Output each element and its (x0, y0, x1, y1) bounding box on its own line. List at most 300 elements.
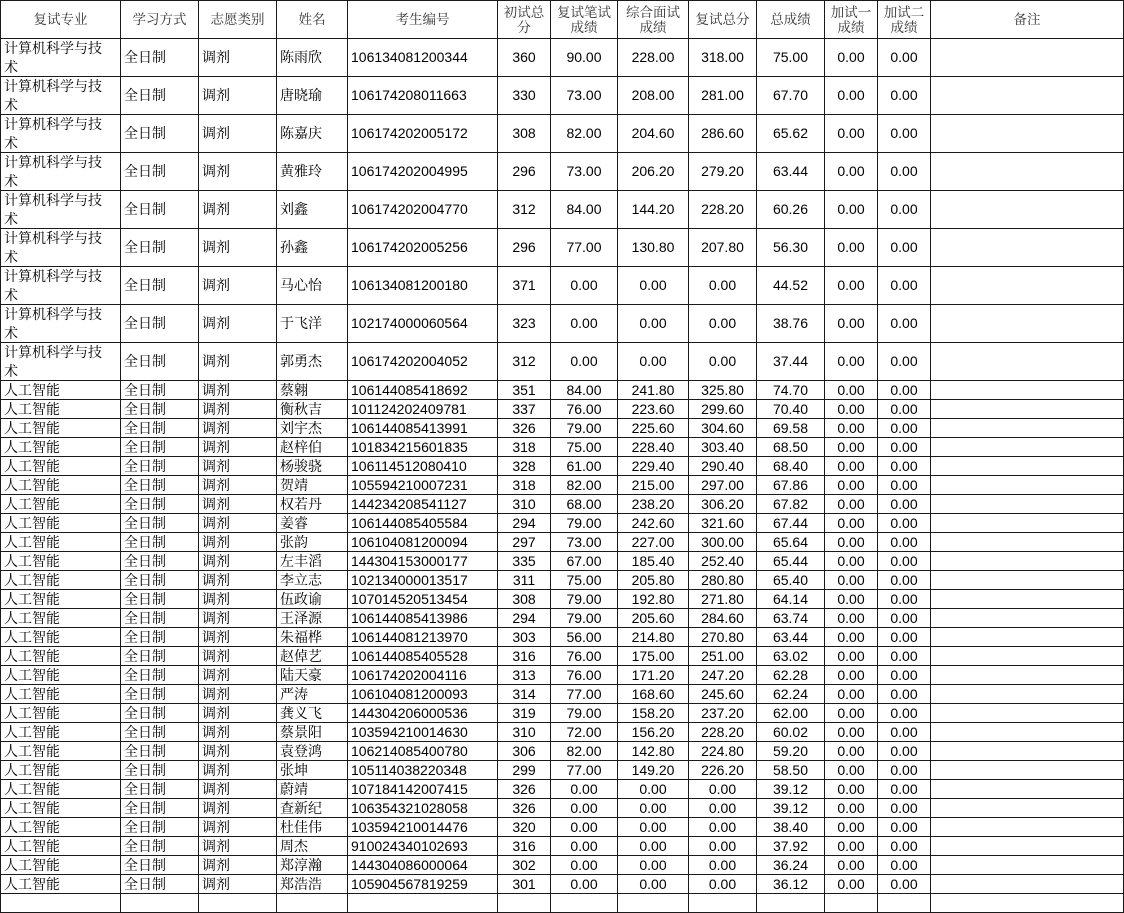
cell-written-score: 0.00 (551, 267, 618, 305)
cell-interview-score: 205.80 (618, 571, 689, 590)
cell-study-mode: 全日制 (121, 780, 199, 799)
cell-retest-total: 297.00 (689, 476, 757, 495)
cell-exam-id: 106144085413986 (348, 609, 498, 628)
cell-study-mode: 全日制 (121, 685, 199, 704)
cell-retest-total: 303.40 (689, 438, 757, 457)
cell-exam-id: 106174202004995 (348, 153, 498, 191)
cell-category: 调剂 (199, 229, 277, 267)
cell-name: 李立志 (277, 571, 348, 590)
cell-extra1-score: 0.00 (825, 191, 878, 229)
table-row (1, 628, 1124, 647)
cell-total-score: 44.52 (757, 267, 825, 305)
cell-exam-id: 106134081200180 (348, 267, 498, 305)
cell-exam-id: 106144085418692 (348, 381, 498, 400)
cell-exam-id: 106134081200344 (348, 39, 498, 77)
table-row (1, 229, 1124, 267)
cell-interview-score: 206.20 (618, 153, 689, 191)
cell-extra2-score: 0.00 (878, 153, 931, 191)
cell-total-score: 62.24 (757, 685, 825, 704)
cell-prelim-score: 318 (498, 438, 551, 457)
cell-remark (931, 818, 1124, 837)
cell-total-score: 37.44 (757, 343, 825, 381)
cell-name: 陈雨欣 (277, 39, 348, 77)
cell-extra2-score: 0.00 (878, 628, 931, 647)
cell-extra1-score: 0.00 (825, 647, 878, 666)
cell-extra2-score: 0.00 (878, 77, 931, 115)
cell-extra1-score: 0.00 (825, 153, 878, 191)
cell-total-score: 39.12 (757, 799, 825, 818)
cell-study-mode: 全日制 (121, 514, 199, 533)
cell-remark (931, 153, 1124, 191)
header-label: 初试总分 (503, 4, 545, 35)
cell-name: 姜睿 (277, 514, 348, 533)
empty-row (1, 894, 1124, 913)
cell-category: 调剂 (199, 723, 277, 742)
cell-total-score: 63.44 (757, 628, 825, 647)
table-row (1, 685, 1124, 704)
cell-prelim-score: 311 (498, 571, 551, 590)
table-row (1, 647, 1124, 666)
cell-interview-score: 142.80 (618, 742, 689, 761)
cell-total-score: 62.00 (757, 704, 825, 723)
cell-name: 蔡景阳 (277, 723, 348, 742)
cell-category: 调剂 (199, 628, 277, 647)
cell-extra2-score: 0.00 (878, 856, 931, 875)
cell-extra2-score: 0.00 (878, 381, 931, 400)
cell-prelim-score: 294 (498, 514, 551, 533)
cell-total-score: 63.44 (757, 153, 825, 191)
cell-total-score: 65.40 (757, 571, 825, 590)
table-row (1, 571, 1124, 590)
cell-interview-score: 0.00 (618, 875, 689, 894)
cell-category: 调剂 (199, 609, 277, 628)
cell-interview-score: 0.00 (618, 780, 689, 799)
cell-prelim-score: 323 (498, 305, 551, 343)
cell-extra1-score: 0.00 (825, 742, 878, 761)
cell-major: 人工智能 (1, 476, 121, 495)
cell-remark (931, 305, 1124, 343)
cell-retest-total: 0.00 (689, 856, 757, 875)
cell-category: 调剂 (199, 704, 277, 723)
cell-exam-id: 102174000060564 (348, 305, 498, 343)
cell-exam-id: 106144085413991 (348, 419, 498, 438)
cell-major: 人工智能 (1, 799, 121, 818)
cell-study-mode: 全日制 (121, 305, 199, 343)
cell-prelim-score: 296 (498, 229, 551, 267)
cell-extra1-score: 0.00 (825, 875, 878, 894)
cell-extra2-score: 0.00 (878, 647, 931, 666)
cell-remark (931, 77, 1124, 115)
cell-name: 王泽源 (277, 609, 348, 628)
cell-category: 调剂 (199, 856, 277, 875)
cell-major: 计算机科学与技术 (1, 153, 121, 191)
cell-study-mode: 全日制 (121, 476, 199, 495)
cell-category: 调剂 (199, 685, 277, 704)
cell-extra2-score: 0.00 (878, 799, 931, 818)
cell-interview-score: 0.00 (618, 305, 689, 343)
cell-retest-total: 252.40 (689, 552, 757, 571)
cell-major: 人工智能 (1, 590, 121, 609)
cell-exam-id: 106174202005172 (348, 115, 498, 153)
cell-prelim-score: 314 (498, 685, 551, 704)
cell-interview-score: 228.40 (618, 438, 689, 457)
cell-exam-id: 106104081200094 (348, 533, 498, 552)
cell-study-mode: 全日制 (121, 742, 199, 761)
cell-major: 计算机科学与技术 (1, 343, 121, 381)
cell-study-mode: 全日制 (121, 818, 199, 837)
cell-prelim-score: 297 (498, 533, 551, 552)
cell-study-mode: 全日制 (121, 400, 199, 419)
cell-extra1-score: 0.00 (825, 229, 878, 267)
cell-written-score: 76.00 (551, 647, 618, 666)
cell-study-mode: 全日制 (121, 115, 199, 153)
cell-extra1-score: 0.00 (825, 400, 878, 419)
cell-written-score: 61.00 (551, 457, 618, 476)
cell-interview-score: 158.20 (618, 704, 689, 723)
cell-total-score: 59.20 (757, 742, 825, 761)
cell-study-mode: 全日制 (121, 552, 199, 571)
cell-name: 衡秋吉 (277, 400, 348, 419)
cell-interview-score: 168.60 (618, 685, 689, 704)
cell-category: 调剂 (199, 115, 277, 153)
table-row (1, 514, 1124, 533)
cell-remark (931, 533, 1124, 552)
table-row (1, 552, 1124, 571)
cell-extra2-score: 0.00 (878, 533, 931, 552)
cell-extra1-score: 0.00 (825, 837, 878, 856)
cell-total-score: 67.82 (757, 495, 825, 514)
cell-retest-total: 0.00 (689, 343, 757, 381)
cell-exam-id: 107014520513454 (348, 590, 498, 609)
cell-exam-id: 106174202004052 (348, 343, 498, 381)
cell-written-score: 0.00 (551, 818, 618, 837)
cell-extra2-score: 0.00 (878, 305, 931, 343)
cell-interview-score: 171.20 (618, 666, 689, 685)
cell-retest-total: 280.80 (689, 571, 757, 590)
cell-extra1-score: 0.00 (825, 476, 878, 495)
cell-extra1-score: 0.00 (825, 590, 878, 609)
cell-category: 调剂 (199, 590, 277, 609)
cell-name: 龚义飞 (277, 704, 348, 723)
cell-remark (931, 875, 1124, 894)
cell-total-score: 67.86 (757, 476, 825, 495)
header-remark (931, 1, 1124, 39)
cell-study-mode: 全日制 (121, 419, 199, 438)
cell-major: 人工智能 (1, 400, 121, 419)
cell-major: 人工智能 (1, 571, 121, 590)
cell-written-score: 73.00 (551, 533, 618, 552)
cell-prelim-score: 294 (498, 609, 551, 628)
table-body (1, 39, 1124, 894)
header-prelim-score (498, 1, 551, 39)
cell-remark (931, 609, 1124, 628)
cell-name: 刘鑫 (277, 191, 348, 229)
cell-extra1-score: 0.00 (825, 381, 878, 400)
cell-retest-total: 0.00 (689, 818, 757, 837)
table-row (1, 191, 1124, 229)
header-row (1, 1, 1124, 39)
cell-name: 权若丹 (277, 495, 348, 514)
cell-written-score: 76.00 (551, 400, 618, 419)
cell-exam-id: 101834215601835 (348, 438, 498, 457)
cell-extra1-score: 0.00 (825, 77, 878, 115)
cell-major: 计算机科学与技术 (1, 191, 121, 229)
cell-extra2-score: 0.00 (878, 457, 931, 476)
cell-interview-score: 238.20 (618, 495, 689, 514)
cell-written-score: 0.00 (551, 799, 618, 818)
cell-total-score: 65.64 (757, 533, 825, 552)
cell-name: 杨骏骁 (277, 457, 348, 476)
cell-category: 调剂 (199, 39, 277, 77)
header-label: 志愿类别 (210, 12, 265, 27)
cell-study-mode: 全日制 (121, 343, 199, 381)
cell-study-mode: 全日制 (121, 153, 199, 191)
cell-name: 朱福桦 (277, 628, 348, 647)
cell-retest-total: 224.80 (689, 742, 757, 761)
cell-category: 调剂 (199, 666, 277, 685)
cell-exam-id: 106144081213970 (348, 628, 498, 647)
cell-retest-total: 0.00 (689, 305, 757, 343)
cell-name: 严涛 (277, 685, 348, 704)
cell-major: 人工智能 (1, 780, 121, 799)
cell-name: 袁登鸿 (277, 742, 348, 761)
cell-name: 陈嘉庆 (277, 115, 348, 153)
cell-extra2-score: 0.00 (878, 438, 931, 457)
cell-written-score: 68.00 (551, 495, 618, 514)
cell-extra2-score: 0.00 (878, 837, 931, 856)
cell-major: 人工智能 (1, 704, 121, 723)
cell-total-score: 36.24 (757, 856, 825, 875)
cell-name: 孙鑫 (277, 229, 348, 267)
cell-study-mode: 全日制 (121, 571, 199, 590)
empty-cell (348, 894, 498, 913)
cell-remark (931, 191, 1124, 229)
cell-exam-id: 106174202004770 (348, 191, 498, 229)
cell-category: 调剂 (199, 571, 277, 590)
cell-major: 人工智能 (1, 552, 121, 571)
cell-category: 调剂 (199, 552, 277, 571)
cell-prelim-score: 318 (498, 476, 551, 495)
cell-total-score: 36.12 (757, 875, 825, 894)
cell-interview-score: 0.00 (618, 818, 689, 837)
table-row (1, 533, 1124, 552)
cell-interview-score: 0.00 (618, 799, 689, 818)
cell-extra2-score: 0.00 (878, 875, 931, 894)
cell-extra2-score: 0.00 (878, 115, 931, 153)
header-label: 复试专业 (33, 12, 88, 27)
cell-name: 刘宇杰 (277, 419, 348, 438)
cell-total-score: 69.58 (757, 419, 825, 438)
cell-name: 杜佳伟 (277, 818, 348, 837)
cell-total-score: 58.50 (757, 761, 825, 780)
cell-extra2-score: 0.00 (878, 514, 931, 533)
cell-interview-score: 144.20 (618, 191, 689, 229)
cell-extra2-score: 0.00 (878, 343, 931, 381)
cell-major: 计算机科学与技术 (1, 305, 121, 343)
cell-prelim-score: 326 (498, 799, 551, 818)
cell-total-score: 38.76 (757, 305, 825, 343)
cell-exam-id: 106144085405584 (348, 514, 498, 533)
cell-extra1-score: 0.00 (825, 704, 878, 723)
cell-written-score: 56.00 (551, 628, 618, 647)
cell-prelim-score: 313 (498, 666, 551, 685)
cell-retest-total: 300.00 (689, 533, 757, 552)
cell-exam-id: 105594210007231 (348, 476, 498, 495)
cell-prelim-score: 310 (498, 723, 551, 742)
cell-prelim-score: 299 (498, 761, 551, 780)
cell-remark (931, 514, 1124, 533)
cell-interview-score: 228.00 (618, 39, 689, 77)
header-interview-score (618, 1, 689, 39)
cell-interview-score: 229.40 (618, 457, 689, 476)
cell-name: 查新纪 (277, 799, 348, 818)
cell-retest-total: 284.60 (689, 609, 757, 628)
cell-written-score: 90.00 (551, 39, 618, 77)
cell-exam-id: 107184142007415 (348, 780, 498, 799)
cell-written-score: 72.00 (551, 723, 618, 742)
cell-remark (931, 837, 1124, 856)
cell-written-score: 79.00 (551, 704, 618, 723)
table-row (1, 381, 1124, 400)
cell-retest-total: 279.20 (689, 153, 757, 191)
empty-cell (878, 894, 931, 913)
cell-extra1-score: 0.00 (825, 305, 878, 343)
cell-name: 伍政谕 (277, 590, 348, 609)
header-label: 总成绩 (770, 12, 811, 27)
cell-extra2-score: 0.00 (878, 39, 931, 77)
cell-remark (931, 628, 1124, 647)
cell-total-score: 37.92 (757, 837, 825, 856)
cell-category: 调剂 (199, 875, 277, 894)
cell-major: 人工智能 (1, 875, 121, 894)
table-row (1, 476, 1124, 495)
cell-prelim-score: 303 (498, 628, 551, 647)
cell-exam-id: 106174202005256 (348, 229, 498, 267)
cell-written-score: 84.00 (551, 381, 618, 400)
table-row (1, 818, 1124, 837)
cell-total-score: 56.30 (757, 229, 825, 267)
cell-interview-score: 149.20 (618, 761, 689, 780)
cell-retest-total: 321.60 (689, 514, 757, 533)
cell-total-score: 39.12 (757, 780, 825, 799)
cell-extra2-score: 0.00 (878, 400, 931, 419)
table-row (1, 761, 1124, 780)
cell-prelim-score: 308 (498, 115, 551, 153)
cell-exam-id: 144304086000064 (348, 856, 498, 875)
cell-major: 计算机科学与技术 (1, 229, 121, 267)
cell-extra2-score: 0.00 (878, 476, 931, 495)
cell-name: 贺靖 (277, 476, 348, 495)
cell-remark (931, 704, 1124, 723)
cell-extra1-score: 0.00 (825, 628, 878, 647)
cell-exam-id: 106354321028058 (348, 799, 498, 818)
cell-major: 人工智能 (1, 742, 121, 761)
cell-retest-total: 0.00 (689, 837, 757, 856)
cell-study-mode: 全日制 (121, 875, 199, 894)
cell-total-score: 67.44 (757, 514, 825, 533)
cell-extra1-score: 0.00 (825, 343, 878, 381)
cell-name: 赵梓伯 (277, 438, 348, 457)
cell-category: 调剂 (199, 533, 277, 552)
table-row (1, 419, 1124, 438)
header-label: 考生编号 (395, 12, 450, 27)
header-extra1-score (825, 1, 878, 39)
cell-study-mode: 全日制 (121, 267, 199, 305)
cell-exam-id: 106174208011663 (348, 77, 498, 115)
cell-category: 调剂 (199, 457, 277, 476)
table-row (1, 305, 1124, 343)
cell-total-score: 60.26 (757, 191, 825, 229)
cell-extra2-score: 0.00 (878, 571, 931, 590)
cell-retest-total: 325.80 (689, 381, 757, 400)
cell-written-score: 79.00 (551, 590, 618, 609)
cell-extra1-score: 0.00 (825, 514, 878, 533)
cell-interview-score: 0.00 (618, 267, 689, 305)
cell-remark (931, 115, 1124, 153)
cell-prelim-score: 312 (498, 191, 551, 229)
table-row (1, 115, 1124, 153)
cell-interview-score: 208.00 (618, 77, 689, 115)
cell-exam-id: 101124202409781 (348, 400, 498, 419)
cell-total-score: 67.70 (757, 77, 825, 115)
table-row (1, 343, 1124, 381)
cell-extra2-score: 0.00 (878, 495, 931, 514)
cell-written-score: 0.00 (551, 305, 618, 343)
cell-category: 调剂 (199, 419, 277, 438)
cell-major: 人工智能 (1, 647, 121, 666)
cell-written-score: 79.00 (551, 609, 618, 628)
cell-interview-score: 241.80 (618, 381, 689, 400)
table-row (1, 153, 1124, 191)
cell-major: 人工智能 (1, 856, 121, 875)
cell-extra2-score: 0.00 (878, 419, 931, 438)
cell-prelim-score: 301 (498, 875, 551, 894)
cell-extra2-score: 0.00 (878, 609, 931, 628)
cell-major: 人工智能 (1, 609, 121, 628)
cell-major: 计算机科学与技术 (1, 39, 121, 77)
header-exam-id (348, 1, 498, 39)
cell-major: 人工智能 (1, 723, 121, 742)
cell-extra1-score: 0.00 (825, 552, 878, 571)
cell-written-score: 73.00 (551, 77, 618, 115)
header-major (1, 1, 121, 39)
empty-cell (498, 894, 551, 913)
cell-written-score: 0.00 (551, 856, 618, 875)
cell-remark (931, 229, 1124, 267)
cell-total-score: 62.28 (757, 666, 825, 685)
cell-exam-id: 910024340102693 (348, 837, 498, 856)
cell-category: 调剂 (199, 77, 277, 115)
cell-extra2-score: 0.00 (878, 742, 931, 761)
header-name (277, 1, 348, 39)
empty-cell (1, 894, 121, 913)
cell-name: 郑淳瀚 (277, 856, 348, 875)
cell-remark (931, 666, 1124, 685)
cell-category: 调剂 (199, 153, 277, 191)
table-row (1, 780, 1124, 799)
cell-written-score: 77.00 (551, 229, 618, 267)
cell-remark (931, 799, 1124, 818)
table-row (1, 77, 1124, 115)
cell-major: 人工智能 (1, 514, 121, 533)
cell-category: 调剂 (199, 742, 277, 761)
cell-study-mode: 全日制 (121, 856, 199, 875)
cell-written-score: 82.00 (551, 476, 618, 495)
cell-prelim-score: 326 (498, 780, 551, 799)
cell-exam-id: 106144085405528 (348, 647, 498, 666)
cell-written-score: 76.00 (551, 666, 618, 685)
cell-prelim-score: 302 (498, 856, 551, 875)
